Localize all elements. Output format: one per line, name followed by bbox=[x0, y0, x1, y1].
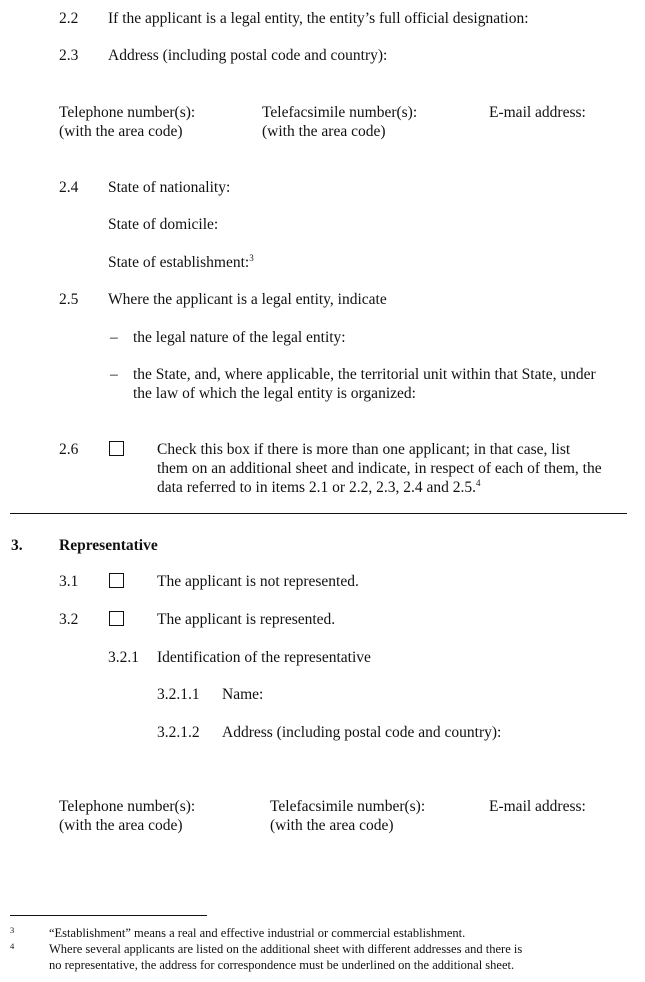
item-2-5-number: 2.5 bbox=[59, 291, 79, 308]
item-3-2-1-label: Identification of the representative bbox=[157, 649, 371, 666]
representative-name-label: Name: bbox=[222, 686, 264, 703]
represented-checkbox[interactable] bbox=[109, 611, 124, 626]
territorial-unit-label-line1: the State, and, where applicable, the territorial unit within that State, under bbox=[133, 366, 596, 383]
item-3-1-label: The applicant is not represented. bbox=[157, 573, 359, 590]
footnote-ref-3[interactable]: 3 bbox=[249, 252, 254, 263]
territorial-unit-label-line2: the law of which the legal entity is organized: bbox=[133, 385, 416, 402]
item-3-2-1-number: 3.2.1 bbox=[108, 649, 139, 666]
section-3-number: 3. bbox=[11, 537, 23, 554]
footnote-separator bbox=[10, 915, 207, 916]
fax-label: Telefacsimile number(s): bbox=[262, 104, 418, 121]
telephone-note: (with the area code) bbox=[59, 817, 183, 834]
item-3-2-number: 3.2 bbox=[59, 611, 79, 628]
item-2-6-text-line2: them on an additional sheet and indicate, in respect of each of them, the bbox=[157, 460, 602, 477]
multiple-applicants-checkbox[interactable] bbox=[109, 441, 124, 456]
item-3-2-label: The applicant is represented. bbox=[157, 611, 336, 628]
item-2-3-number: 2.3 bbox=[59, 47, 79, 64]
email-label: E-mail address: bbox=[489, 104, 586, 121]
legal-nature-label: the legal nature of the legal entity: bbox=[133, 329, 346, 346]
item-2-6-text-line3-body: data referred to in items 2.1 or 2.2, 2.3, 2.4 and 2.5. bbox=[157, 479, 476, 496]
fax-note: (with the area code) bbox=[270, 817, 394, 834]
item-2-3-label: Address (including postal code and country): bbox=[108, 47, 388, 64]
representative-address-label: Address (including postal code and country): bbox=[222, 724, 502, 741]
footnote-3-number: 3 bbox=[10, 925, 15, 935]
email-label: E-mail address: bbox=[489, 798, 586, 815]
telephone-label: Telephone number(s): bbox=[59, 798, 196, 815]
item-2-2-label: If the applicant is a legal entity, the entity’s full official designation: bbox=[108, 10, 529, 27]
item-3-1-number: 3.1 bbox=[59, 573, 79, 590]
item-2-2-number: 2.2 bbox=[59, 10, 79, 27]
footnote-4-text-line2: no representative, the address for correspondence must be underlined on the additional sheet. bbox=[49, 958, 515, 972]
section-divider bbox=[10, 513, 627, 514]
telephone-label: Telephone number(s): bbox=[59, 104, 196, 121]
section-3-title: Representative bbox=[59, 537, 158, 554]
item-2-4-number: 2.4 bbox=[59, 179, 79, 196]
item-3-2-1-1-number: 3.2.1.1 bbox=[157, 686, 200, 703]
item-2-6-text-line3 bbox=[157, 478, 480, 498]
state-of-establishment-text: State of establishment: bbox=[108, 254, 250, 271]
state-of-nationality-label: State of nationality: bbox=[108, 179, 231, 196]
state-of-domicile-label: State of domicile: bbox=[108, 216, 219, 233]
telephone-note: (with the area code) bbox=[59, 123, 183, 140]
item-3-2-1-2-number: 3.2.1.2 bbox=[157, 724, 200, 741]
footnote-4-number: 4 bbox=[10, 941, 15, 951]
state-of-establishment-label bbox=[108, 253, 254, 273]
item-2-6-number: 2.6 bbox=[59, 441, 79, 458]
dash-bullet: – bbox=[110, 366, 118, 383]
fax-note: (with the area code) bbox=[262, 123, 386, 140]
footnote-4-text-line1: Where several applicants are listed on the additional sheet with different addresses and there is bbox=[49, 942, 523, 956]
item-2-6-text-line1: Check this box if there is more than one applicant; in that case, list bbox=[157, 441, 571, 458]
footnote-ref-4[interactable]: 4 bbox=[475, 477, 481, 488]
footnote-3-text: “Establishment” means a real and effective industrial or commercial establishment. bbox=[49, 926, 466, 940]
item-2-5-label: Where the applicant is a legal entity, indicate bbox=[108, 291, 387, 308]
fax-label: Telefacsimile number(s): bbox=[270, 798, 426, 815]
not-represented-checkbox[interactable] bbox=[109, 573, 124, 588]
dash-bullet: – bbox=[110, 329, 118, 346]
